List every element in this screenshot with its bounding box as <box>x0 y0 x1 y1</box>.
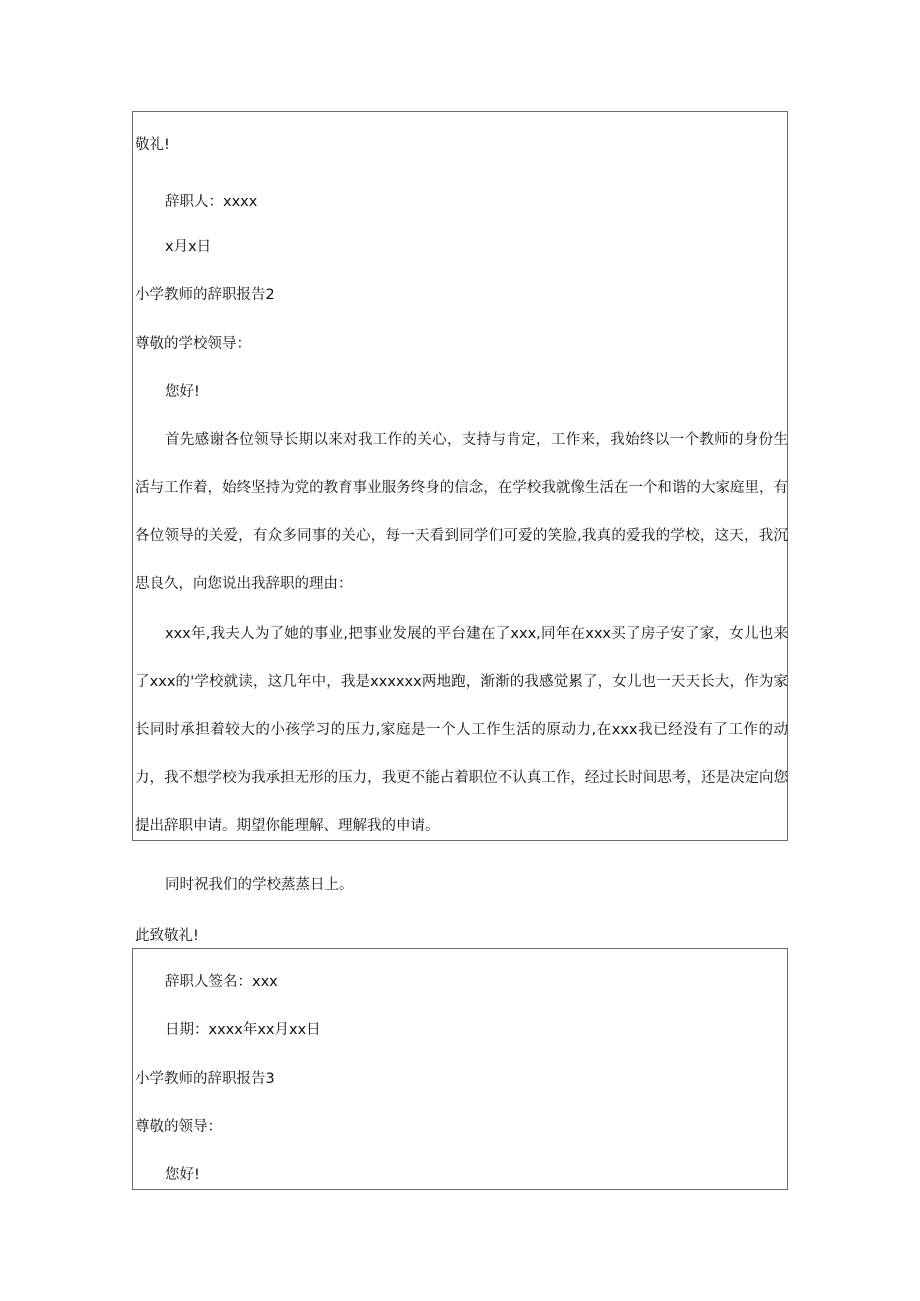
letter2-salute: 此致敬礼! <box>135 928 199 944</box>
letter2-wishes: 同时祝我们的学校蒸蒸日上。 <box>165 877 354 893</box>
letter2-paragraph-1: 首先感谢各位领导长期以来对我工作的关心，支持与肯定，工作来，我始终以一个教师的身份生活与工作着，始终坚持为党的教育事业服务终身的信念，在学校我就像生活在一个和谐的大家庭里，有各位领导的关爱，有众多同事的关心，每一天看到同学们可爱的笑脸,我真的爱我的学校，这天，我沉思良久，向您说出我辞职的理由： <box>135 432 788 592</box>
letter2-date: 日期：xxxx年xx月xx日 <box>165 1022 321 1038</box>
letter3-greeting: 尊敬的领导： <box>135 1119 222 1135</box>
closing-salute-1: 敬礼! <box>135 137 170 153</box>
letter2-signature: 辞职人签名：xxx <box>165 974 278 990</box>
resignee-line-1: 辞职人：xxxx <box>165 194 258 210</box>
letter2-hello: 您好! <box>165 384 200 400</box>
letter2-title: 小学教师的辞职报告2 <box>135 287 275 303</box>
date-line-1: x月x日 <box>165 239 212 255</box>
letter2-greeting: 尊敬的学校领导： <box>135 336 251 352</box>
letter3-hello: 您好! <box>165 1167 200 1183</box>
letter2-paragraph-2: xxx年,我夫人为了她的事业,把事业发展的平台建在了xxx,同年在xxx买了房子安了家，女儿也来了xxx的'学校就读，这几年中，我是xxxxxx两地跑，渐渐的我感觉累了，女儿也一天天长大，作为家长同时承担着较大的小孩学习的压力,家庭是一个人工作生活的原动力,在xxx我已经没有了工作的动力，我不想学校为我承担无形的压力，我更不能占着职位不认真工作，经过长时间思考，还是决定向您提出辞职申请。期望你能理解、理解我的申请。 <box>135 626 788 834</box>
letter3-title: 小学教师的辞职报告3 <box>135 1071 275 1087</box>
